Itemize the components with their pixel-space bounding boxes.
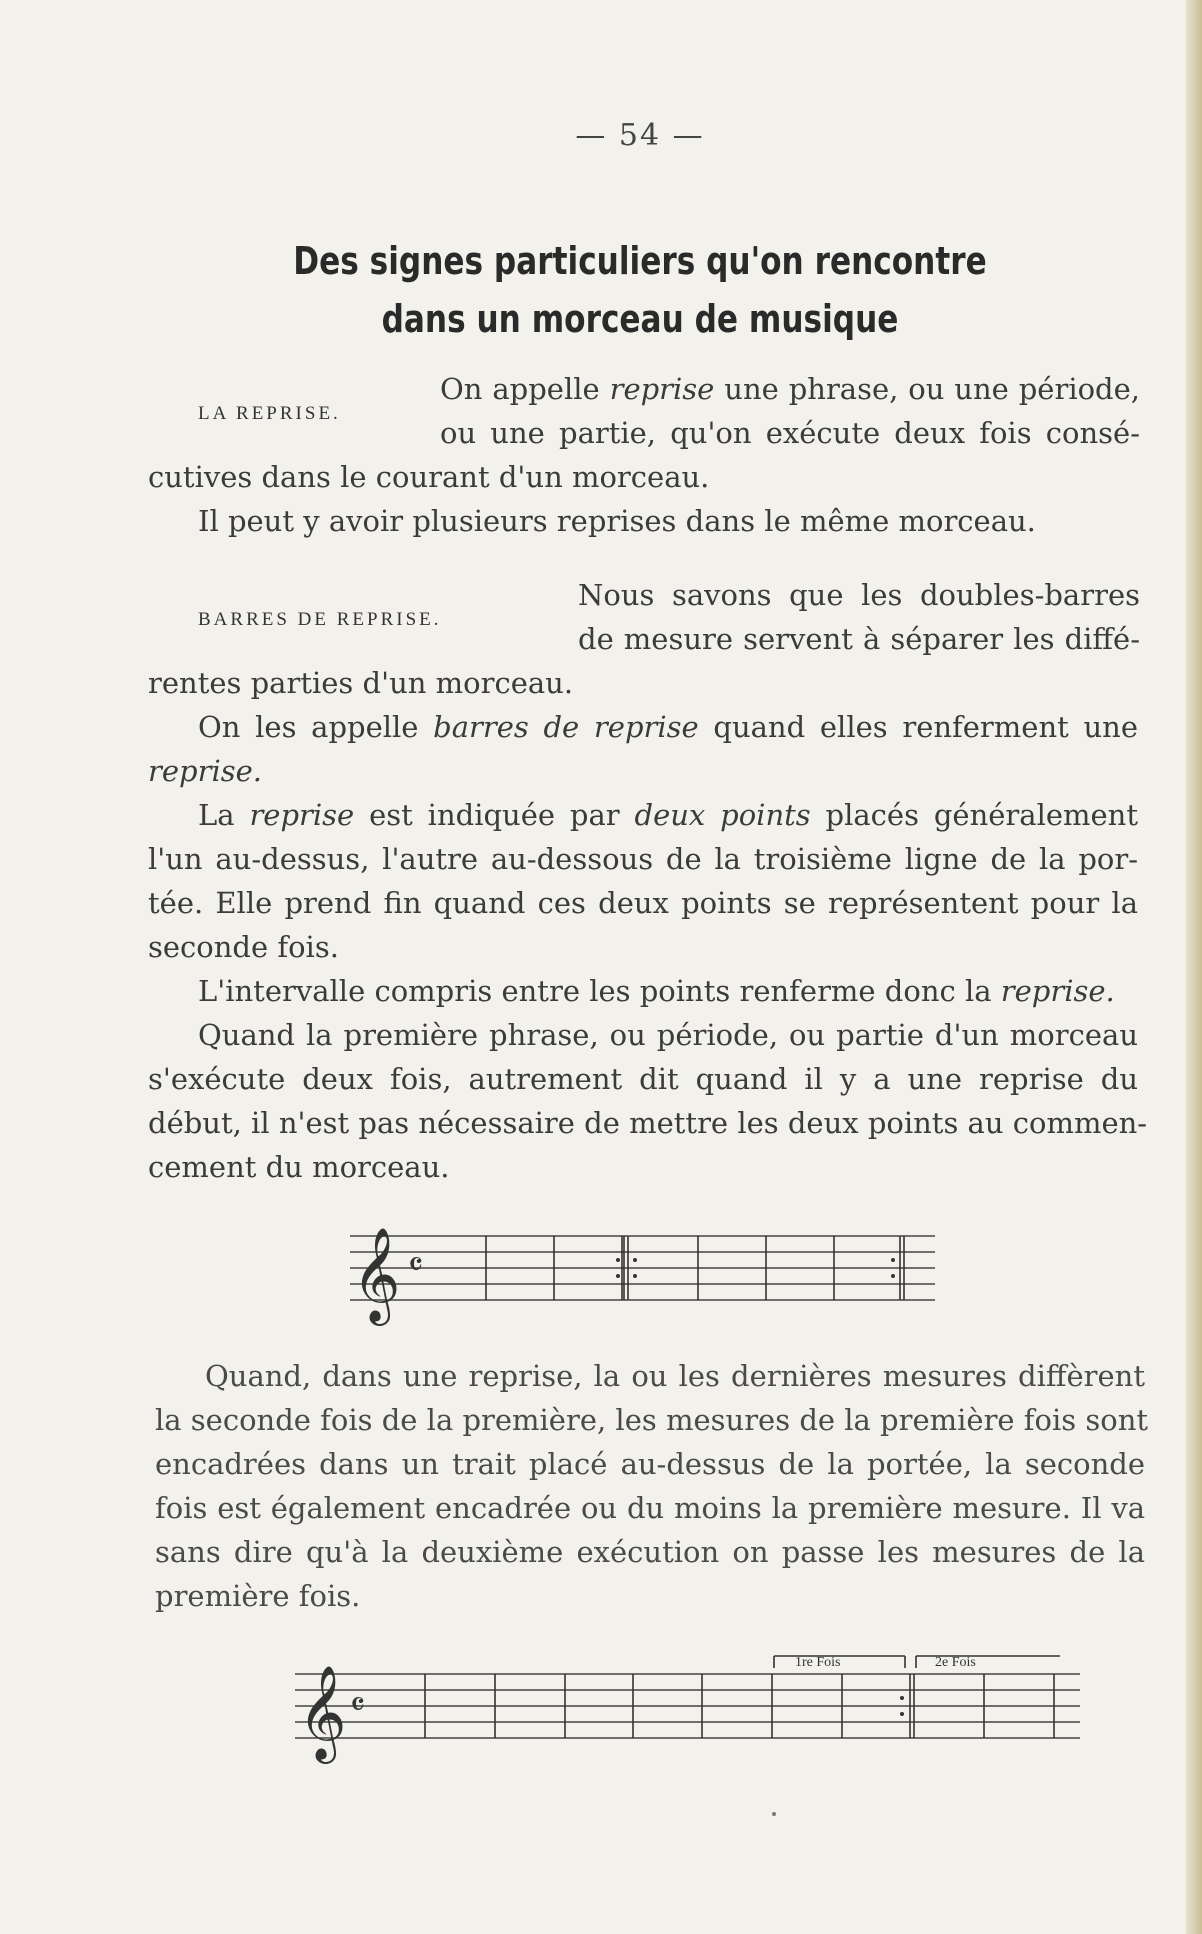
barres-body (148, 661, 1148, 1189)
side-label-reprise: LA REPRISE. (198, 403, 341, 424)
staff-example-first-second-endings (290, 1644, 1090, 1764)
text-segment: une phrase, ou une période, (714, 372, 1141, 406)
repeat-dot (900, 1712, 904, 1716)
section3-line-5: sans dire qu'à la deuxième exécution on passe les mesures de la (155, 1535, 1145, 1569)
repeat-dot (900, 1696, 904, 1700)
title-line-2: dans un morceau de musique (381, 297, 899, 341)
first-ending-label: 1re Fois (795, 1655, 841, 1670)
barres-intro (578, 573, 1140, 661)
reprise-paragraph-2: Il peut y avoir plusieurs reprises dans le même morceau. (198, 504, 1036, 538)
text-segment: La (198, 798, 250, 832)
barres-line-2: de mesure servent à séparer les diffé- (578, 622, 1140, 656)
repeat-dot (633, 1274, 637, 1278)
chapter-title (279, 232, 1001, 348)
barres-line-1: Nous savons que les doubles-barres (578, 578, 1140, 612)
first-ending-bracket (774, 1655, 905, 1670)
barres-paragraph-5-line-2: s'exécute deux fois, autrement dit quand il y a une reprise du (148, 1062, 1138, 1096)
second-ending-label: 2e Fois (935, 1655, 976, 1670)
text-segment: placés généralement (810, 798, 1138, 832)
italic-term: reprise (609, 372, 715, 406)
section3-line-2: la seconde fois de la première, les mesures de la première fois sont (155, 1403, 1149, 1437)
reprise-line-3: cutives dans le courant d'un morceau. (148, 460, 710, 494)
text-segment: On appelle (440, 372, 610, 406)
barres-paragraph-2 (148, 705, 1138, 749)
italic-term: deux points (634, 798, 811, 832)
italic-term: reprise. (148, 754, 262, 788)
staff-example-repeat-barlines (340, 1218, 940, 1328)
reprise-line-2: ou une partie, qu'on exécute deux fois consé- (440, 416, 1140, 450)
common-time-icon: 𝄴 (350, 1685, 366, 1725)
barres-paragraph-3-line-4: seconde fois. (148, 930, 339, 964)
reprise-line-1 (440, 367, 1140, 411)
italic-term: barres de reprise (433, 710, 699, 744)
section3-line-3: encadrées dans un trait placé au-dessus de la portée, la seconde (155, 1447, 1145, 1481)
common-time-icon: 𝄴 (408, 1245, 424, 1285)
barres-paragraph-2-end (148, 749, 1138, 793)
reprise-continuation (148, 455, 1138, 543)
repeat-dot (616, 1258, 620, 1262)
text-segment: quand elles renferment une (698, 710, 1139, 744)
title-line-1: Des signes particuliers qu'on rencontre (293, 239, 987, 283)
repeat-dot (616, 1274, 620, 1278)
repeat-dot (891, 1258, 895, 1262)
section3-line-1: Quand, dans une reprise, la ou les dernières mesures diffèrent (205, 1359, 1145, 1393)
side-label-barres-de-reprise: BARRES DE REPRISE. (198, 609, 442, 630)
section3-line-6: première fois. (155, 1579, 361, 1613)
staff-lines (295, 1674, 1080, 1738)
italic-term: reprise (249, 798, 355, 832)
section3-line-4: fois est également encadrée ou du moins la première mesure. Il va (155, 1491, 1145, 1525)
barres-line-3: rentes parties d'un morceau. (148, 666, 574, 700)
treble-clef-icon: 𝄞 (352, 1227, 401, 1322)
barres-paragraph-5-line-3: début, il n'est pas nécessaire de mettre les deux points au commen- (148, 1106, 1148, 1140)
page-edge (1186, 0, 1202, 1934)
repeat-dot (891, 1274, 895, 1278)
barres-paragraph-3-line-2: l'un au-dessus, l'autre au-dessous de la troisième ligne de la por- (148, 842, 1138, 876)
treble-clef-icon: 𝄞 (298, 1665, 347, 1760)
barres-paragraph-5-line-4: cement du morceau. (148, 1150, 450, 1184)
barres-paragraph-4 (148, 969, 1138, 1013)
italic-term: reprise. (1000, 974, 1115, 1008)
text-segment: L'intervalle compris entre les points renferme donc la (198, 974, 1001, 1008)
barres-paragraph-3 (148, 793, 1138, 837)
ink-speck (772, 1812, 776, 1816)
page-number: — 54 — (575, 118, 705, 153)
first-second-time-paragraph (155, 1354, 1149, 1618)
barres-paragraph-3-line-3: tée. Elle prend fin quand ces deux points se représentent pour la (148, 886, 1138, 920)
text-segment: est indiquée par (354, 798, 635, 832)
reprise-intro (440, 367, 1140, 455)
staff-lines (350, 1236, 935, 1300)
barres-paragraph-5-line-1: Quand la première phrase, ou période, ou partie d'un morceau (198, 1018, 1138, 1052)
repeat-dot (633, 1258, 637, 1262)
second-ending-bracket (916, 1655, 1060, 1670)
text-segment: On les appelle (198, 710, 434, 744)
